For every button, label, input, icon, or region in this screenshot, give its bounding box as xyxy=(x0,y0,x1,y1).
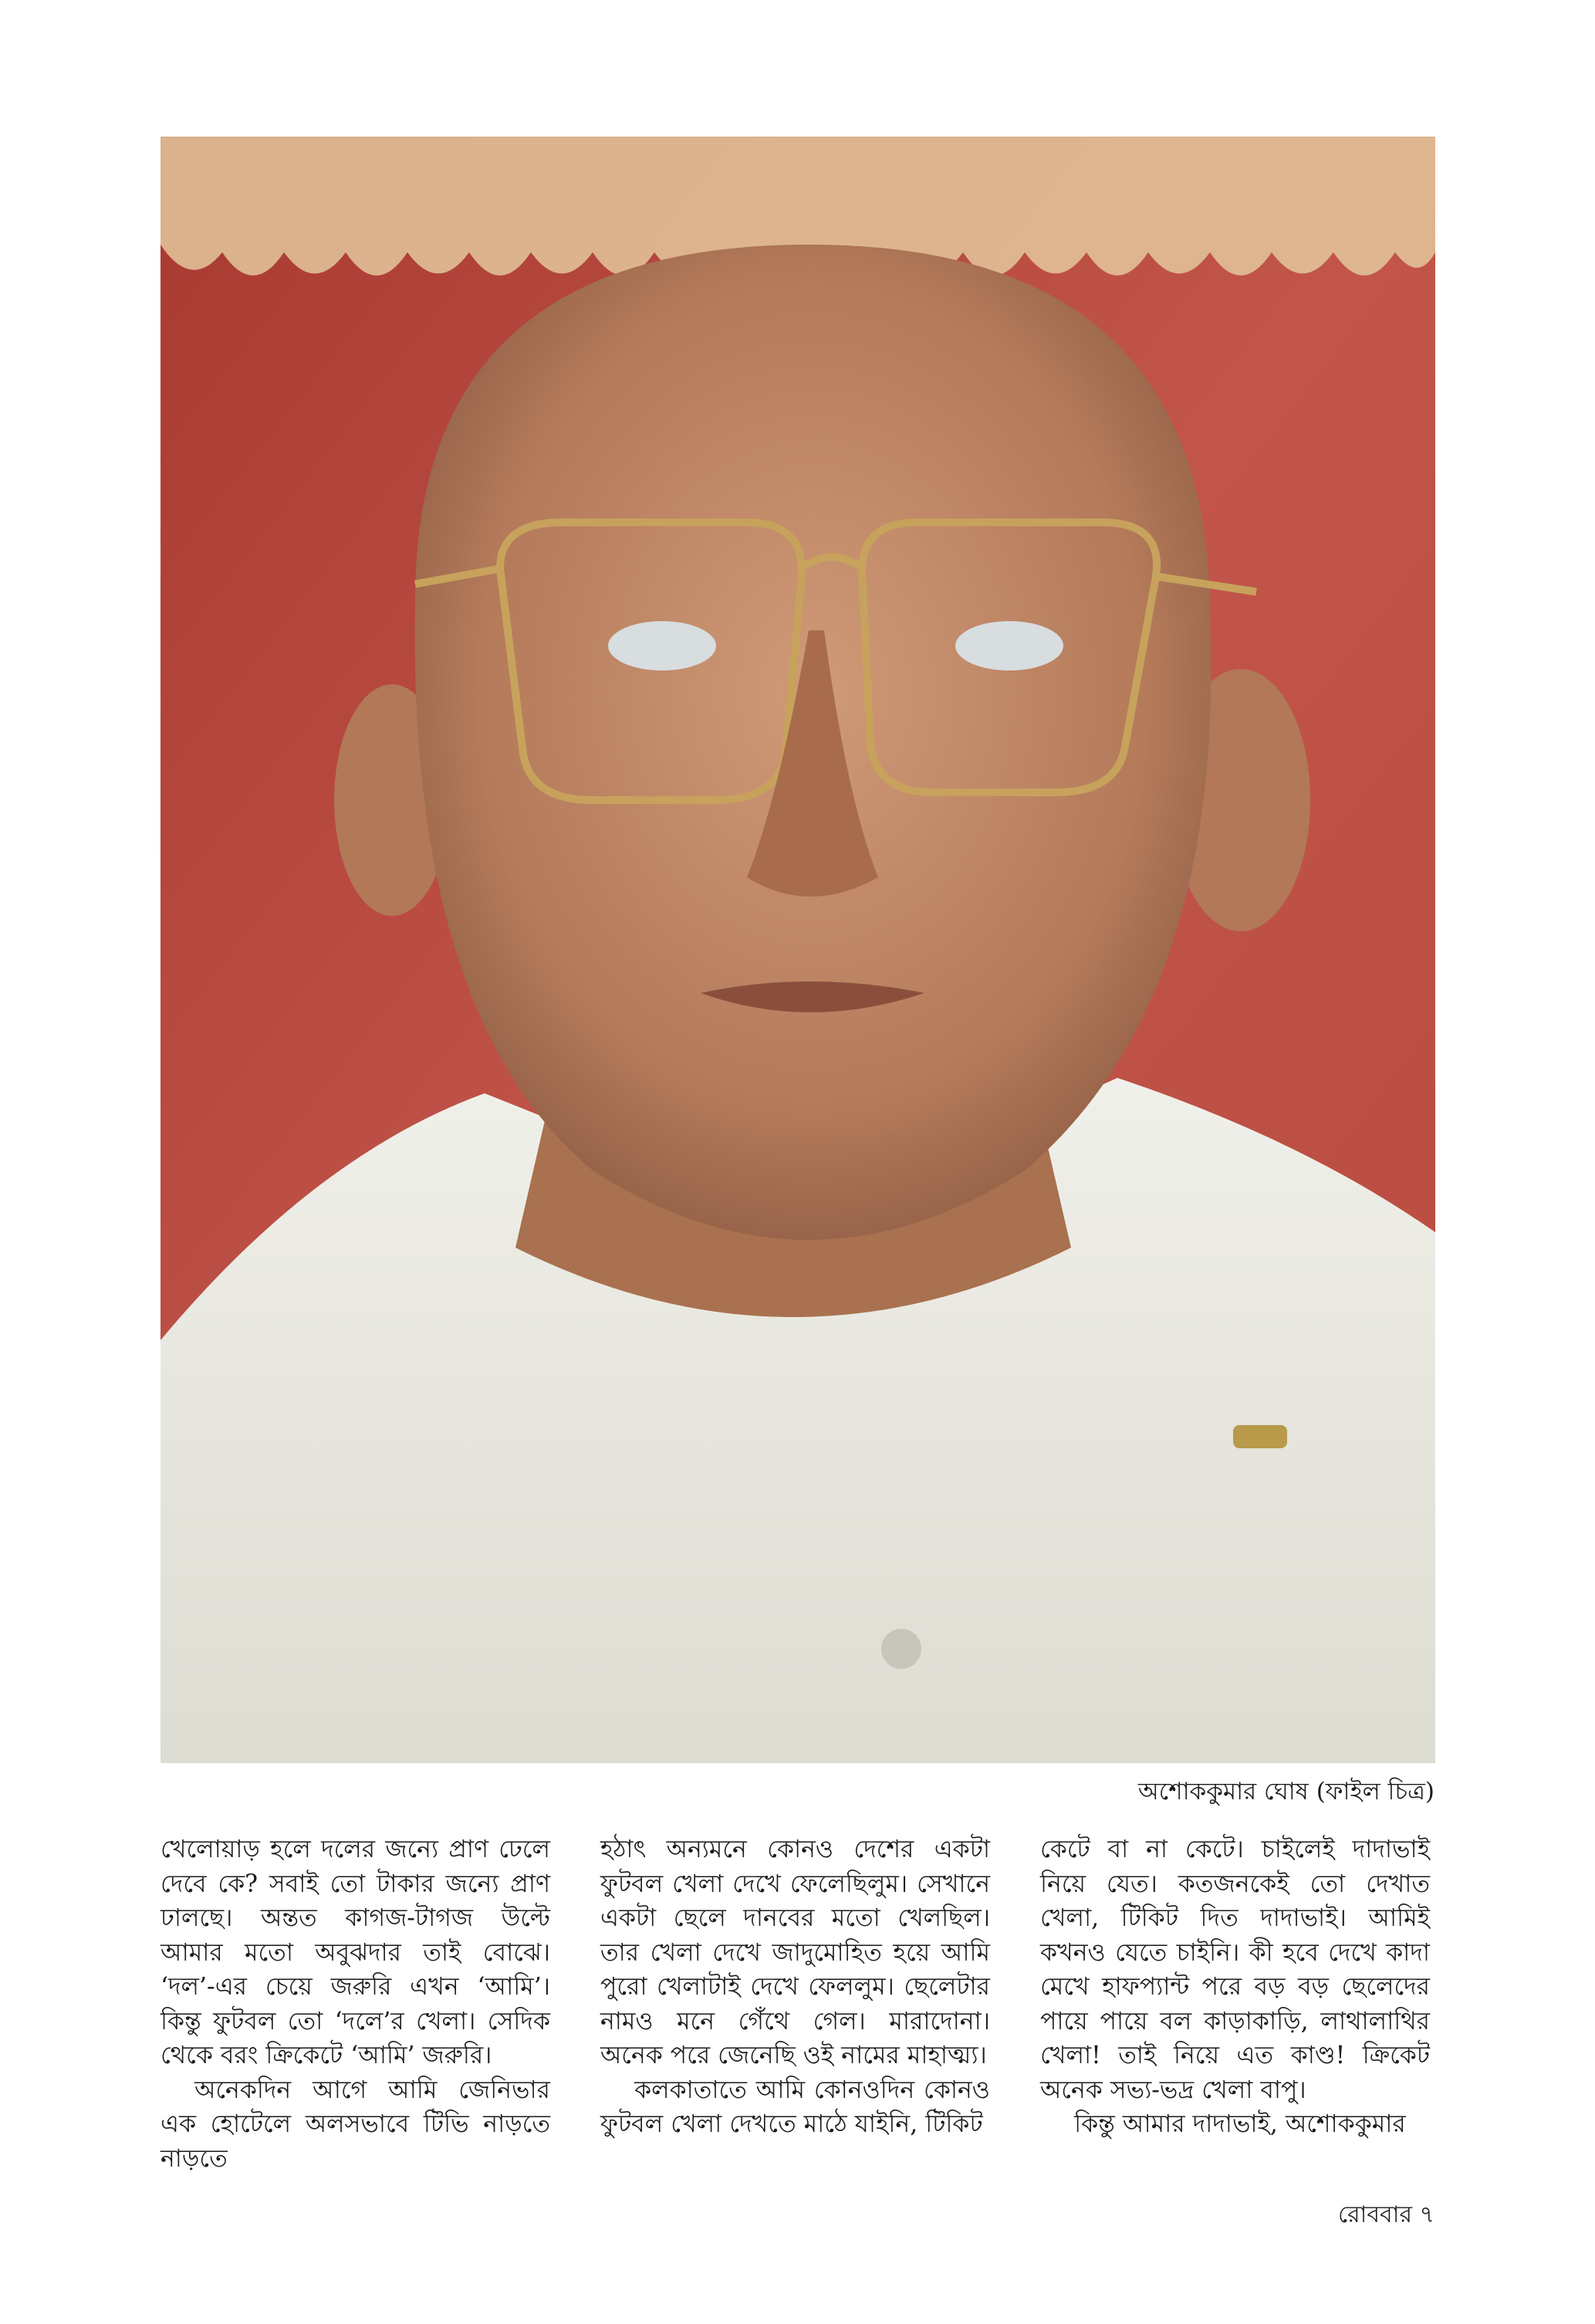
shirt-button xyxy=(881,1629,921,1669)
portrait-photo xyxy=(161,137,1435,1763)
paragraph: অনেকদিন আগে আমি জেনিভার এক হোটেলে অলসভাবে টিভি নাড়তে নাড়তে xyxy=(161,2076,550,2173)
paragraph: কেটে বা না কেটে। চাইলেই দাদাভাই নিয়ে যেত। কতজনকেই তো দেখাত খেলা, টিকিট দিত দাদাভাই। আমিই কখনও যেতে চাইনি। কী হবে দেখে কাদা মেখে হাফপ্যান্ট পরে বড় বড় ছেলেদের পায়ে পায়ে বল কাড়াকাড়ি, লাথালাথির খেলা! তাই নিয়ে এত কাণ্ড! ক্রিকেট অনেক সভ্য-ভদ্র খেলা বাপু। xyxy=(1040,1836,1430,2104)
article-column-2 xyxy=(600,1833,990,2142)
paragraph: হঠাৎ অন্যমনে কোনও দেশের একটা ফুটবল খেলা দেখে ফেলেছিলুম। সেখানে একটা ছেলে দানবের মতো খেলছিল। তার খেলা দেখে জাদুমোহিত হয়ে আমি পুরো খেলাটাই দেখে ফেললুম। ছেলেটার নামও মনে গেঁথে গেল। মারাদোনা। অনেক পরে জেনেছি ওই নামের মাহাত্ম্য। xyxy=(600,1836,990,2069)
lapel-pin xyxy=(1233,1425,1287,1448)
article-body xyxy=(161,1833,1435,2195)
right-eye xyxy=(955,621,1063,671)
portrait-illustration xyxy=(161,137,1435,1763)
article-column-1 xyxy=(161,1833,550,2176)
page-folio: রোববার ৭ xyxy=(1337,2201,1434,2228)
photo-caption: অশোককুমার ঘোষ (ফাইল চিত্র) xyxy=(1137,1778,1434,1805)
article-column-3 xyxy=(1040,1833,1430,2142)
left-eye xyxy=(608,621,716,671)
paragraph: খেলোয়াড় হলে দলের জন্যে প্রাণ ঢেলে দেবে কে? সবাই তো টাকার জন্যে প্রাণ ঢালছে। অন্তত কাগজ-টাগজ উল্টে আমার মতো অবুঝদার তাই বোঝে। ‘দল’-এর চেয়ে জরুরি এখন ‘আমি’। কিন্তু ফুটবল তো ‘দলে’র খেলা। সেদিক থেকে বরং ক্রিকেটে ‘আমি’ জরুরি। xyxy=(161,1836,550,2069)
paragraph: কিন্তু আমার দাদাভাই, অশোককুমার xyxy=(1074,2110,1406,2138)
paragraph: কলকাতাতে আমি কোনওদিন কোনও ফুটবল খেলা দেখতে মাঠে যাইনি, টিকিট xyxy=(600,2076,990,2138)
